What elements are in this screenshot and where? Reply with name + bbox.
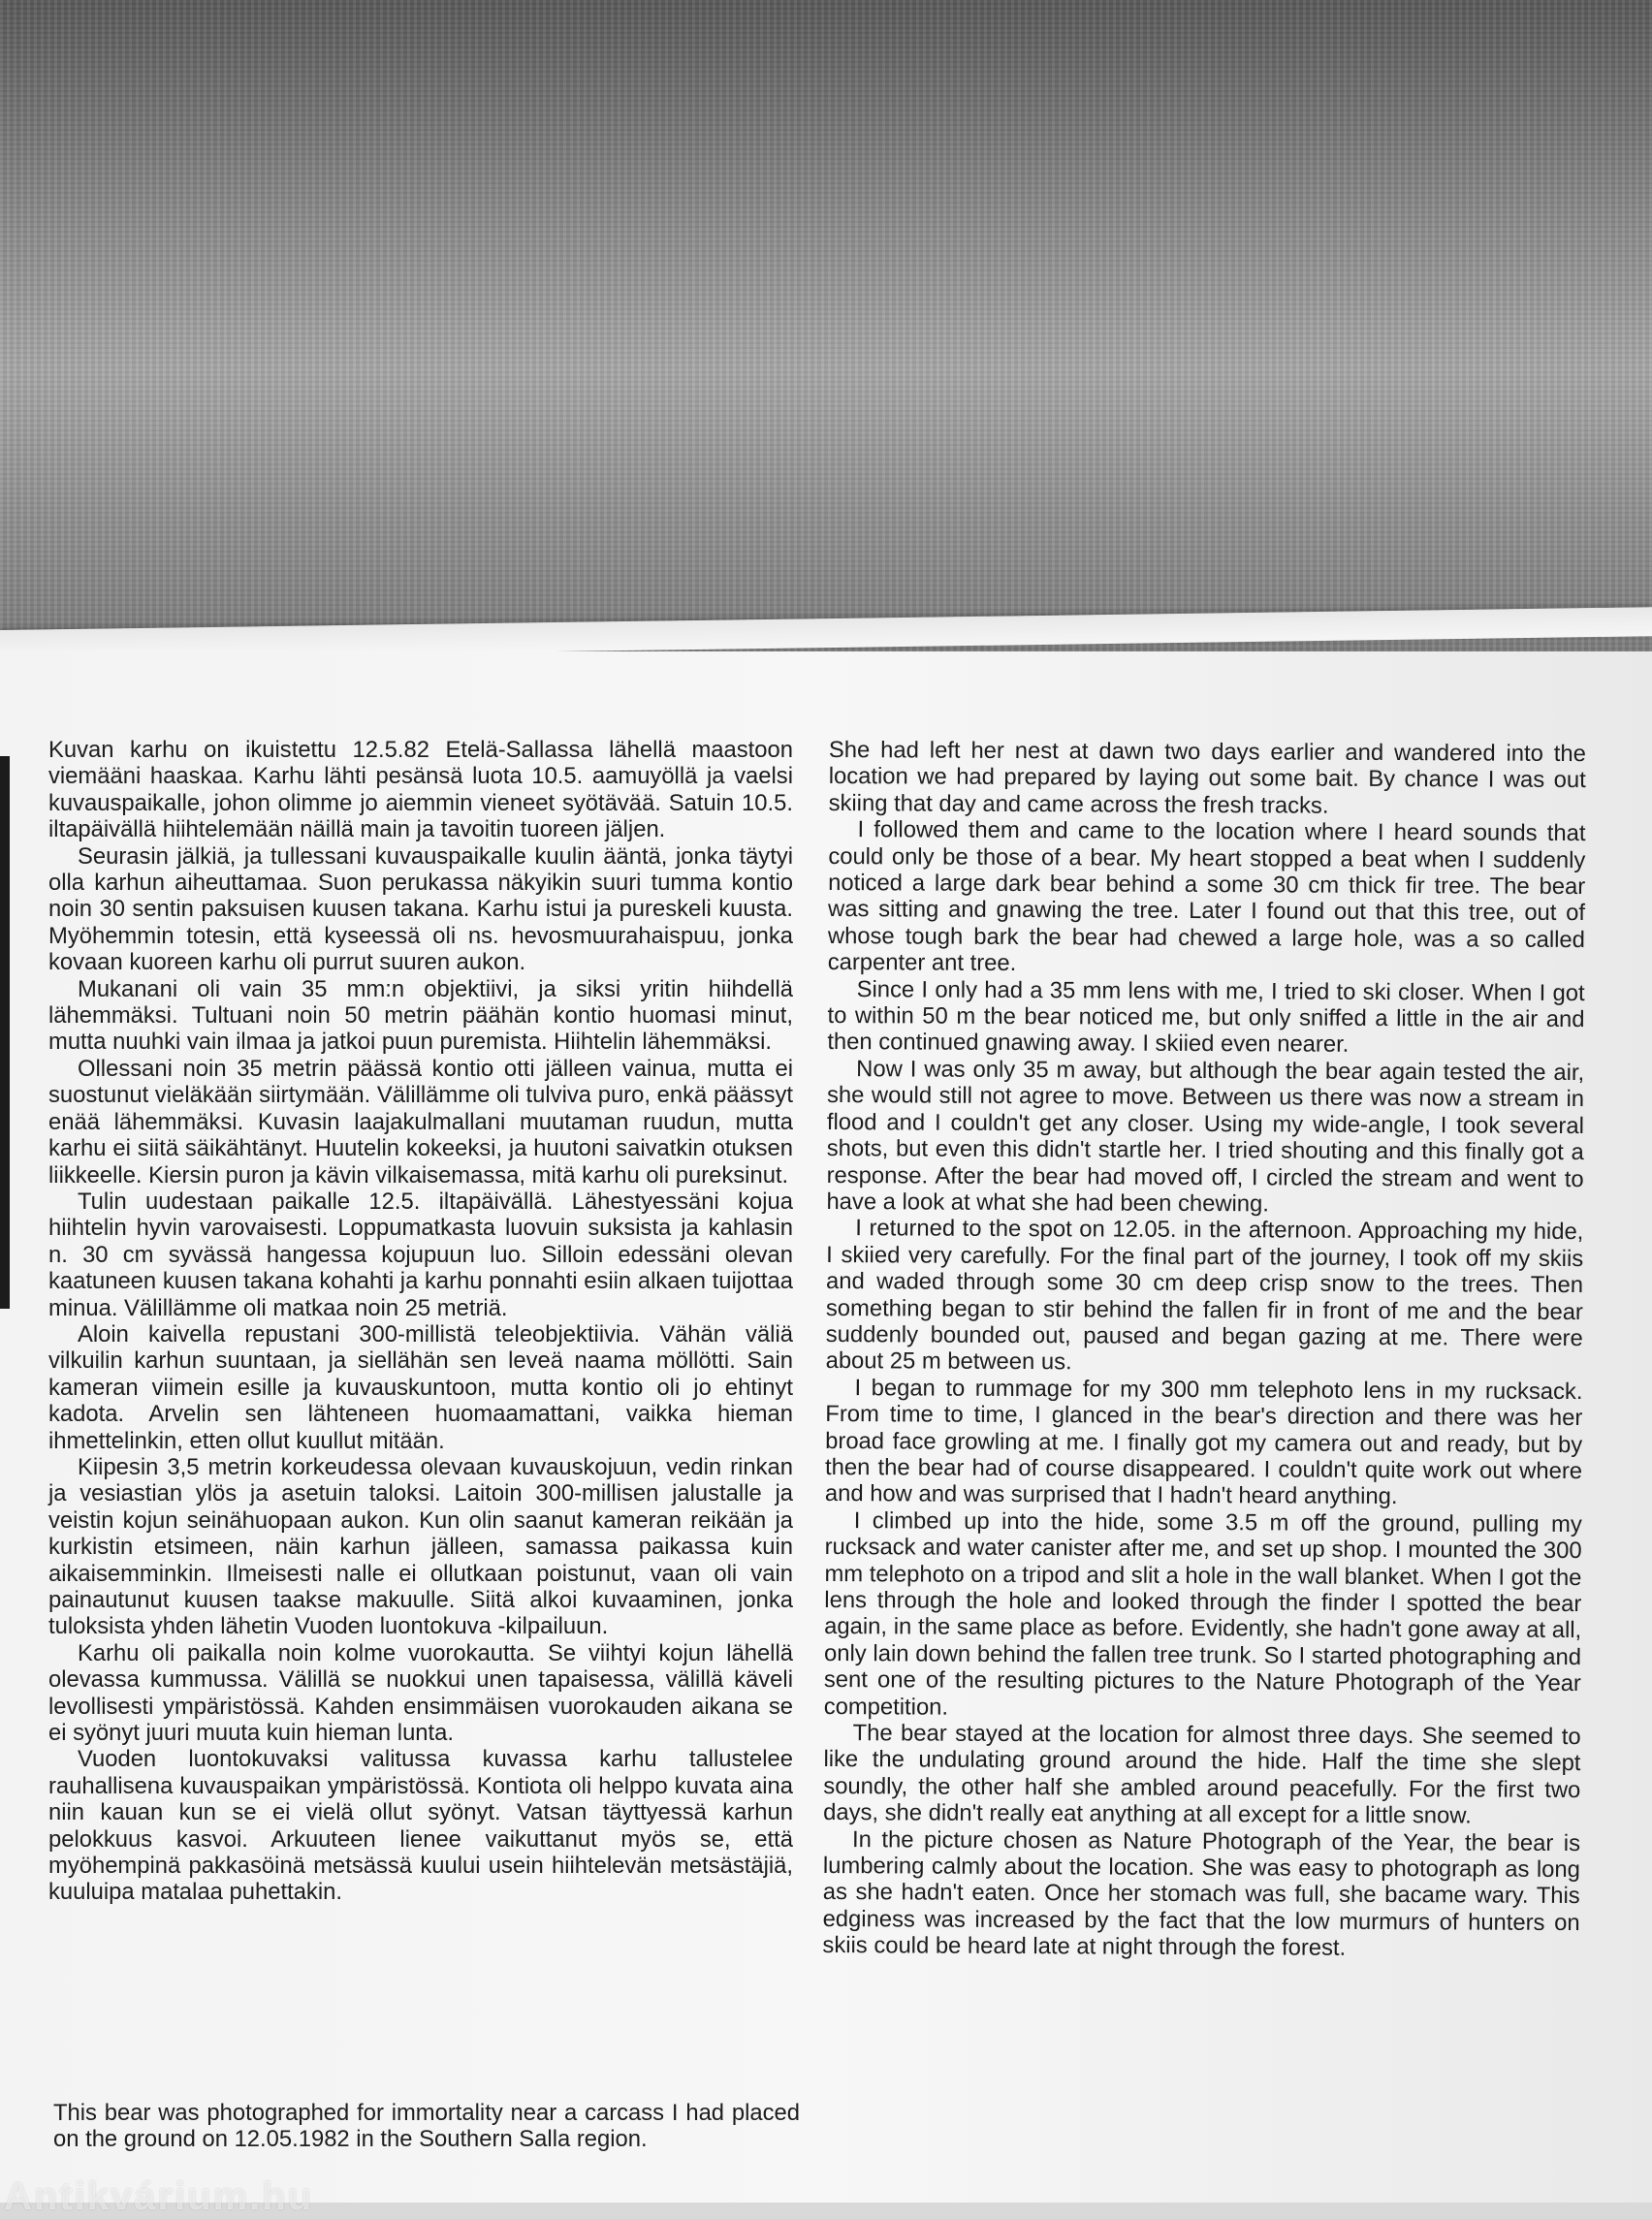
finnish-paragraph: Karhu oli paikalla noin kolme vuorokautta. Se viihtyi kojun lähellä olevassa kummussa. Välillä se nuokkui unen tapaisessa, välillä käveli levollisesti ympäristössä. Kahden ensimmäisen vuorokauden aikana se ei syönyt juuri muuta kuin hieman lunta. [48,1639,793,1747]
finnish-paragraph: Kiipesin 3,5 metrin korkeudessa olevaan kuvauskojuun, vedin rinkan ja vesiastian ylös ja asetuin taloksi. Laitoin 300-millisen jalustalle ja veistin kojun seinähuopaan aukon. Kun olin saanut kameran reikään ja kurkistin etsimeen, näin karhun jälleen, samassa paikassa kuin aikaisemminkin. Ilmeisesti nalle ei ollutkaan poistunut, vaan oli vain painautunut kuusen taakse makuulle. Siitä alkoi kuvaaminen, jonka tuloksista yhden lähetin Vuoden luontokuva -kilpailuun. [48,1453,793,1640]
english-paragraph: I climbed up into the hide, some 3.5 m off the ground, pulling my rucksack and water canister after me, and set up shop. I mounted the 300 mm telephoto on a tripod and slit a hole in the wall blanket. When I got the lens through the hole and looked through the finder I spotted the bear again, in the same place as before. Evidently, she hadn't gone away at all, only lain down behind the fallen tree trunk. So I started photographing and sent one of the resulting pictures to the Nature Photograph of the Year competition. [823,1506,1582,1721]
english-paragraph: She had left her nest at dawn two days earlier and wandered into the location we had prepared by laying out some bait. By chance I was out skiing that day and came across the fresh tracks. [828,737,1586,819]
english-paragraph: I followed them and came to the location where I heard sounds that could only be those of a bear. My heart stopped a beat when I suddenly noticed a large dark bear behind a some 30 cm thick fir tree. The bear was sitting and gnawing the tree. Later I found out that this tree, out of whose tough bark the bear had chewed a large hole, was a so called carpenter ant tree. [827,816,1586,977]
english-paragraph: I returned to the spot on 12.05. in the afternoon. Approaching my hide, I skiied very carefully. For the final part of the journey, I took off my skiis and waded through some 30 cm deep crisp snow to the trees. Then something began to stir behind the fallen fir in front of me and the bear suddenly bounded out, paused and began gazing at me. There were about 25 m between us. [825,1215,1584,1376]
finnish-paragraph: Tulin uudestaan paikalle 12.5. iltapäivällä. Lähestyessäni kojua hiihtelin hyvin varovaisesti. Loppumatkasta luovuin suksista ja kahlasin n. 30 cm syvässä hangessa kojupuun luo. Silloin edessäni olevan kaatuneen kuusen takana kohahti ja karhu ponnahti esiin alkaen tuijottaa minua. Välillämme oli matkaa noin 25 metriä. [48,1188,793,1321]
finnish-text-column [48,737,793,1906]
english-caption: This bear was photographed for immortality near a carcass I had placed on the ground on 12.05.1982 in the Southern Salla region. [53,2100,800,2153]
finnish-paragraph: Mukanani oli vain 35 mm:n objektiivi, ja siksi yritin hiihdellä lähemmäksi. Tultuani noin 50 metrin päähän kontio huomasi minut, mutta nuuhki vain ilmaa ja jatkoi puun puremista. Hiihtelin lähemmäksi. [48,975,793,1056]
photo-edge [0,756,10,1309]
english-paragraph: I began to rummage for my 300 mm telephoto lens in my rucksack. From time to time, I glanced in the bear's direction and there was her broad face growling at me. I finally got my camera out and ready, but by then the bear had of course disappeared. I couldn't quite work out where and how and was surprised that I hadn't heard anything. [824,1374,1583,1510]
english-paragraph: Now I was only 35 m away, but although the bear again tested the air, she would still not agree to move. Between us there was now a stream in flood and I couldn't get any closer. Using my wide-angle, I took several shots, but even this didn't startle her. I tried shouting and this finally got a response. After the bear had moved off, I circled the stream and went to have a look at what she had been chewing. [826,1056,1585,1218]
english-paragraph: The bear stayed at the location for almost three days. She seemed to like the undulating ground around the hide. Half the time she slept soundly, the other half she ambled around peacefully. For the first two days, she didn't really eat anything at all except for a little snow. [823,1720,1581,1829]
english-paragraph: In the picture chosen as Nature Photograph of the Year, the bear is lumbering calmly about the location. She was easy to photograph as long as she hadn't eaten. Once her stomach was full, she bacame wary. This edginess was increased by the fact that the low murmurs of hunters on skiis could be heard late at night through the forest. [822,1825,1581,1962]
finnish-paragraph: Aloin kaivella repustani 300-millistä teleobjektiivia. Vähän väliä vilkuilin karhun suuntaan, ja siellähän sen leveä naama möllötti. Sain kameran viimein esille ja kuvauskuntoon, mutta kontio oli jo ehtinyt kadota. Arvelin sen lähteneen huomaamattani, vaikka hieman ihmettelinkin, etten ollut kuullut mitään. [48,1320,793,1454]
finnish-paragraph: Ollessani noin 35 metrin päässä kontio otti jälleen vainua, mutta ei suostunut vieläkään siirtymään. Välillämme oli tulviva puro, enkä päässyt enää lähemmäksi. Kuvasin laajakulmallani muutaman ruudun, mutta karhu ei siitä säikähtänyt. Huutelin kokeeksi, ja huutoni saivatkin otuksen liikkeelle. Kiersin puron ja kävin vilkaisemassa, mitä karhu oli pureksinut. [48,1055,793,1189]
finnish-paragraph: Kuvan karhu on ikuistettu 12.5.82 Etelä-Sallassa lähellä maastoon viemääni haaskaa. Karhu lähti pesänsä luota 10.5. aamuyöllä ja vaelsi kuvauspaikalle, johon olimme jo aiemmin vieneet syötävää. Satuin 10.5. iltapäivällä hiihtelemään näillä main ja tavoitin tuoreen jäljen. [48,737,793,843]
table-surface-background [0,0,1652,669]
finnish-paragraph: Seurasin jälkiä, ja tullessani kuvauspaikalle kuulin ääntä, jonka täytyi olla karhun aiheuttamaa. Suon perukassa näkyikin suuri tumma kontio noin 30 sentin paksuisen kuusen takana. Karhu istui ja pureskeli kuusta. Myöhemmin totesin, että kyseessä oli ns. hevosmuurahaispuu, jonka kovaan kuoreen karhu oli purrut suuren aukon. [48,842,793,976]
watermark: Antikvárium.hu [4,2175,314,2218]
english-paragraph: Since I only had a 35 mm lens with me, I tried to ski closer. When I got to within 50 m the bear noticed me, but only sniffed a little in the air and then continued gnawing away. I skiied even nearer. [827,975,1585,1059]
finnish-paragraph: Vuoden luontokuvaksi valitussa kuvassa karhu tallustelee rauhallisena kuvauspaikan ympäristössä. Kontiota oli helppo kuvata aina niin kauan kun se ei vielä ollut syönyt. Vatsan täyttyessä karhun pelokkuus kasvoi. Arkuuteen lienee vaikuttanut myös se, että myöhempinä pakkasöinä metsässä kuului usein hiihtelevän metsästäjiä, kuuluipa matalaa puhettakin. [48,1746,793,1906]
english-text-column [822,737,1586,1963]
